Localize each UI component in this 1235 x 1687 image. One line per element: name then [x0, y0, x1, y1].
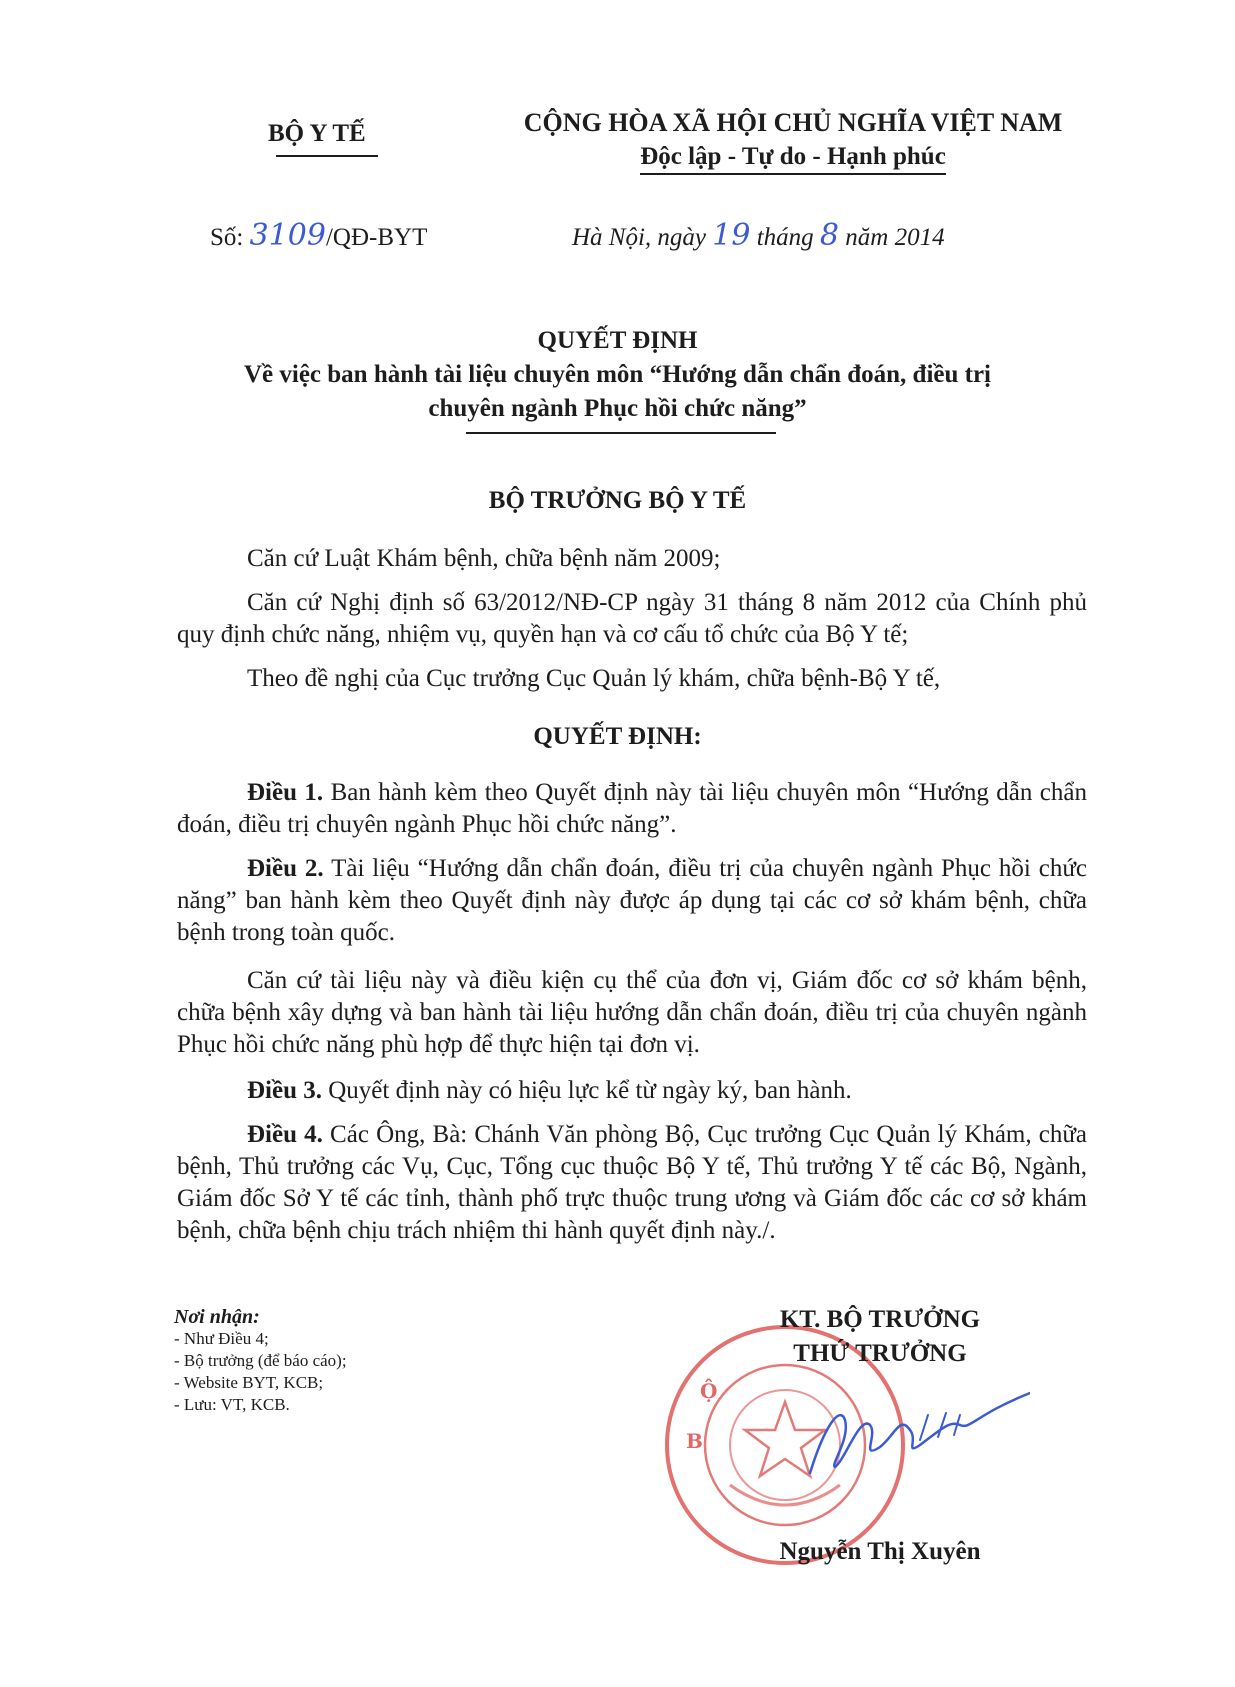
decides-heading: QUYẾT ĐỊNH: [533, 723, 702, 750]
recipient-item: - Bộ trưởng (để báo cáo); [174, 1351, 347, 1370]
signer-position: THỨ TRƯỞNG [793, 1340, 967, 1367]
decision-heading: QUYẾT ĐỊNH [537, 327, 698, 354]
date-month-handwritten: 8 [819, 218, 840, 253]
basis-law: Căn cứ Luật Khám bệnh, chữa bệnh năm 2009; [247, 545, 721, 572]
recipients-heading: Nơi nhận: [174, 1306, 260, 1328]
national-title: CỘNG HÒA XÃ HỘI CHỦ NGHĨA VIỆT NAM [523, 108, 1063, 137]
article-2 [177, 853, 1087, 949]
document-number [210, 218, 427, 253]
article-1 [177, 777, 1087, 841]
decision-subject-line1: Về việc ban hành tài liệu chuyên môn “Hướng dẫn chẩn đoán, điều trị [243, 361, 992, 388]
signer-name: Nguyễn Thị Xuyên [779, 1538, 981, 1565]
title-underline [466, 432, 776, 434]
motto-text: Độc lập - Tự do - Hạnh phúc [640, 143, 946, 175]
recipient-item: - Website BYT, KCB; [174, 1373, 324, 1392]
article-2-label: Điều 2. [247, 855, 324, 882]
article-2-continuation: Căn cứ tài liệu này và điều kiện cụ thể của đơn vị, Giám đốc cơ sở khám bệnh, chữa bệnh xây dựng và ban hành tài liệu hướng dẫn chẩn đoán, điều trị của chuyên ngành Phục hồi chức năng phù hợp để thực hiện tại đơn vị. [177, 967, 1087, 1058]
issuing-agency: BỘ Y TẾ [268, 120, 366, 147]
article-3-text: Quyết định này có hiệu lực kể từ ngày ký, ban hành. [322, 1077, 852, 1104]
article-4 [177, 1119, 1087, 1247]
handwritten-signature [800, 1385, 1030, 1485]
article-4-text: Các Ông, Bà: Chánh Văn phòng Bộ, Cục trưởng Cục Quản lý Khám, chữa bệnh, Thủ trưởng các Vụ, Cục, Tổng cục thuộc Bộ Y tế, Thủ trưởng Y tế các Bộ, Ngành, Giám đốc Sở Y tế các tỉnh, thành phố trực thuộc trung ương và Giám đốc các cơ sở khám bệnh, chữa bệnh chịu trách nhiệm thi hành quyết định này./. [177, 1121, 1087, 1244]
date-place: Hà Nội, ngày [572, 224, 707, 251]
doc-number-prefix: Số: [210, 224, 244, 251]
article-1-label: Điều 1. [247, 779, 324, 806]
doc-number-handwritten: 3109 [249, 218, 326, 253]
signer-authority: KT. BỘ TRƯỞNG [779, 1306, 981, 1333]
svg-text:B: B [686, 1429, 703, 1453]
date-month-label: tháng [756, 224, 814, 251]
doc-number-suffix: /QĐ-BYT [325, 224, 428, 251]
article-3-label: Điều 3. [247, 1077, 322, 1104]
article-4-label: Điều 4. [247, 1121, 323, 1148]
svg-text:Ộ: Ộ [700, 1379, 718, 1403]
date-day-handwritten: 19 [712, 218, 751, 253]
basis-proposal: Theo đề nghị của Cục trưởng Cục Quản lý khám, chữa bệnh-Bộ Y tế, [247, 665, 941, 692]
recipient-item: - Lưu: VT, KCB. [174, 1395, 290, 1414]
recipient-item: - Như Điều 4; [174, 1329, 269, 1348]
date-year: năm 2014 [845, 224, 945, 251]
article-3 [177, 1075, 1087, 1107]
issue-date [572, 218, 945, 253]
agency-underline [276, 155, 378, 157]
article-1-text: Ban hành kèm theo Quyết định này tài liệu chuyên môn “Hướng dẫn chẩn đoán, điều trị chuyên ngành Phục hồi chức năng”. [177, 779, 1087, 838]
decision-subject-line2: chuyên ngành Phục hồi chức năng” [428, 395, 807, 422]
basis-decree: Căn cứ Nghị định số 63/2012/NĐ-CP ngày 31 tháng 8 năm 2012 của Chính phủ quy định chức năng, nhiệm vụ, quyền hạn và cơ cấu tổ chức của Bộ Y tế; [177, 589, 1087, 648]
recipients-block [174, 1306, 347, 1416]
national-motto [487, 143, 1099, 171]
article-2-text: Tài liệu “Hướng dẫn chẩn đoán, điều trị của chuyên ngành Phục hồi chức năng” ban hành kèm theo Quyết định này được áp dụng tại các cơ sở khám bệnh, chữa bệnh trong toàn quốc. [177, 855, 1088, 946]
authority-heading: BỘ TRƯỞNG BỘ Y TẾ [488, 487, 747, 514]
